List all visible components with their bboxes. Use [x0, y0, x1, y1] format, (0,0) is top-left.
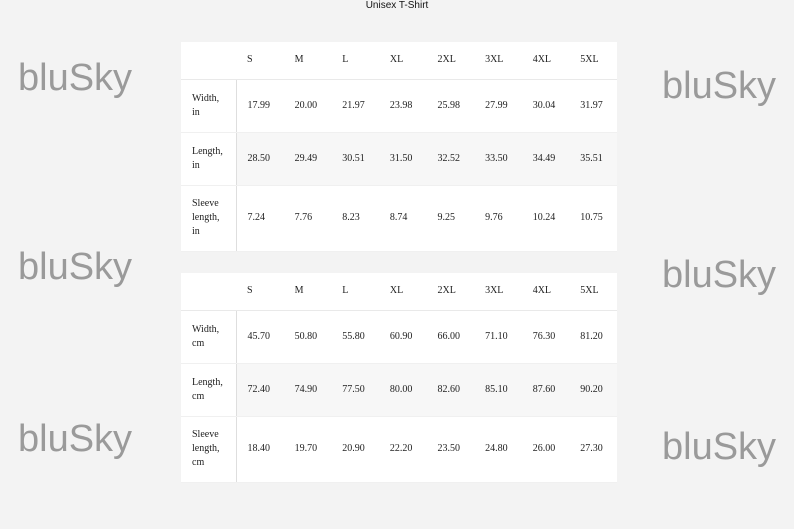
table-row: [181, 363, 617, 416]
watermark-logo: bluSky: [662, 426, 777, 468]
table-cell: 31.50: [379, 132, 427, 185]
table-cell: 77.50: [331, 363, 379, 416]
table-cell: 7.24: [236, 185, 284, 251]
size-header: 5XL: [569, 42, 617, 79]
table-cell: 21.97: [331, 79, 379, 132]
row-label: [181, 310, 236, 363]
size-header: XL: [379, 42, 427, 79]
size-header: 2XL: [426, 42, 474, 79]
row-label-line: cm: [192, 337, 205, 349]
table-cell: 85.10: [474, 363, 522, 416]
size-chart-cm: [181, 273, 617, 483]
row-label-line: in: [192, 106, 200, 118]
table-cell: 33.50: [474, 132, 522, 185]
size-header: M: [284, 42, 332, 79]
table-cell: 27.30: [569, 416, 617, 482]
size-header: 4XL: [522, 42, 570, 79]
table-cell: 74.90: [284, 363, 332, 416]
table-row: [181, 185, 617, 251]
table-cell: 26.00: [522, 416, 570, 482]
row-label-line: in: [192, 226, 200, 237]
table-cell: 17.99: [236, 79, 284, 132]
table-cell: 55.80: [331, 310, 379, 363]
size-header: 4XL: [522, 273, 570, 310]
size-header: S: [236, 42, 284, 79]
table-cell: 7.76: [284, 185, 332, 251]
table-cell: 19.70: [284, 416, 332, 482]
table-cell: 20.90: [331, 416, 379, 482]
row-label: [181, 132, 236, 185]
size-header: M: [284, 273, 332, 310]
watermark-logo: bluSky: [662, 65, 777, 107]
table-cell: 71.10: [474, 310, 522, 363]
table-cell: 81.20: [569, 310, 617, 363]
row-label-line: Width,: [192, 323, 220, 335]
row-label-line: cm: [192, 457, 205, 468]
table-cell: 60.90: [379, 310, 427, 363]
table-cell: 20.00: [284, 79, 332, 132]
size-header: L: [331, 42, 379, 79]
header-row: [181, 42, 617, 79]
table-cell: 10.75: [569, 185, 617, 251]
table-cell: 8.74: [379, 185, 427, 251]
table-cell: 9.76: [474, 185, 522, 251]
table-cell: 22.20: [379, 416, 427, 482]
row-label-line: in: [192, 159, 200, 171]
table-cell: 80.00: [379, 363, 427, 416]
page-title: Unisex T-Shirt: [365, 0, 429, 11]
size-header: 3XL: [474, 273, 522, 310]
table-row: [181, 310, 617, 363]
table-cell: 8.23: [331, 185, 379, 251]
table-row: [181, 79, 617, 132]
table-row: [181, 132, 617, 185]
size-header: 5XL: [569, 273, 617, 310]
table-row: [181, 416, 617, 482]
watermark-logo: bluSky: [18, 57, 133, 99]
table-cell: 23.50: [426, 416, 474, 482]
table-cell: 34.49: [522, 132, 570, 185]
table-cell: 82.60: [426, 363, 474, 416]
row-label-line: length,: [192, 443, 220, 454]
row-label-line: Sleeve: [192, 198, 219, 209]
size-chart-inches: [181, 42, 617, 252]
table-cell: 30.51: [331, 132, 379, 185]
corner-cell: [181, 42, 236, 79]
size-header: XL: [379, 273, 427, 310]
size-header: 2XL: [426, 273, 474, 310]
table-cell: 35.51: [569, 132, 617, 185]
table-cell: 28.50: [236, 132, 284, 185]
table-cell: 24.80: [474, 416, 522, 482]
watermark-logo: bluSky: [662, 254, 777, 296]
table-cell: 32.52: [426, 132, 474, 185]
table-cell: 66.00: [426, 310, 474, 363]
size-header: 3XL: [474, 42, 522, 79]
table-cell: 87.60: [522, 363, 570, 416]
table-cell: 25.98: [426, 79, 474, 132]
row-label: [181, 363, 236, 416]
table-cell: 76.30: [522, 310, 570, 363]
size-header: S: [236, 273, 284, 310]
table-cell: 29.49: [284, 132, 332, 185]
row-label-line: Length,: [192, 145, 223, 157]
row-label-line: cm: [192, 390, 205, 402]
row-label-line: length,: [192, 212, 220, 223]
watermark-logo: bluSky: [18, 246, 133, 288]
table-cell: 23.98: [379, 79, 427, 132]
header-row: [181, 273, 617, 310]
table-cell: 45.70: [236, 310, 284, 363]
table-cell: 90.20: [569, 363, 617, 416]
row-label: [181, 79, 236, 132]
table-cell: 72.40: [236, 363, 284, 416]
table-cell: 31.97: [569, 79, 617, 132]
table-cell: 18.40: [236, 416, 284, 482]
table-cell: 27.99: [474, 79, 522, 132]
row-label-line: Width,: [192, 92, 220, 104]
row-label-line: Sleeve: [192, 429, 219, 440]
watermark-logo: bluSky: [18, 418, 133, 460]
table-cell: 50.80: [284, 310, 332, 363]
row-label: [181, 416, 236, 482]
table-cell: 10.24: [522, 185, 570, 251]
size-header: L: [331, 273, 379, 310]
table-cell: 30.04: [522, 79, 570, 132]
row-label-line: Length,: [192, 376, 223, 388]
table-cell: 9.25: [426, 185, 474, 251]
corner-cell: [181, 273, 236, 310]
row-label: [181, 185, 236, 251]
